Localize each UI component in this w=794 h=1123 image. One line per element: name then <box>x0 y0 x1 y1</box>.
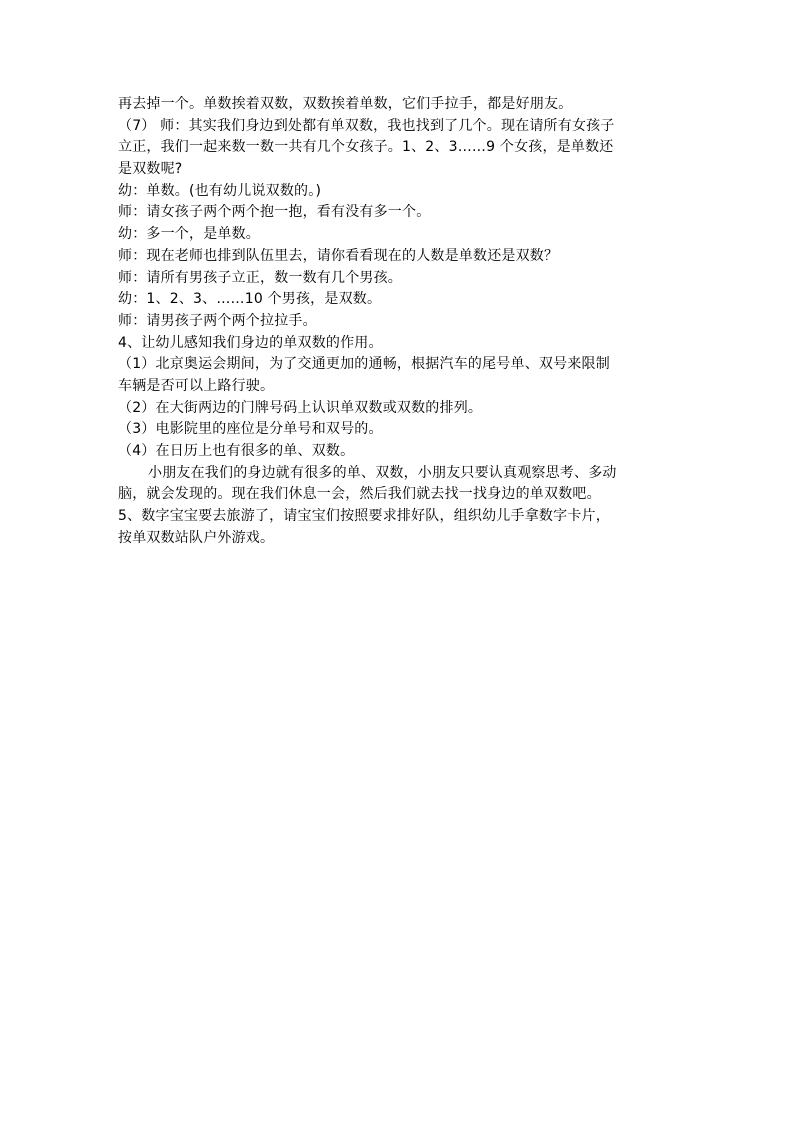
text-line: 5、数字宝宝要去旅游了，请宝宝们按照要求排好队，组织幼儿手拿数字卡片， <box>118 508 610 525</box>
text-line: 4、让幼儿感知我们身边的单双数的作用。 <box>118 334 383 351</box>
text-line: 再去掉一个。单数挨着双数，双数挨着单数，它们手拉手，都是好朋友。 <box>118 96 573 112</box>
text-line: 脑，就会发现的。现在我们休息一会，然后我们就去找一找身边的单双数吧。 <box>118 486 601 503</box>
text-line: 小朋友在我们的身边就有很多的单、双数，小朋友只要认真观察思考、多动 <box>148 464 617 481</box>
text-line: （7） 师：其实我们身边到处都有单双数，我也找到了几个。现在请所有女孩子 <box>118 117 615 134</box>
text-line: 幼：多一个，是单数。 <box>118 226 260 243</box>
text-line: （1）北京奥运会期间，为了交通更加的通畅，根据汽车的尾号单、双号来限制 <box>118 356 610 373</box>
text-line: （3）电影院里的座位是分单号和双号的。 <box>118 421 383 438</box>
text-line: （4）在日历上也有很多的单、双数。 <box>118 443 355 459</box>
text-line: 师：请男孩子两个两个拉拉手。 <box>118 312 317 329</box>
text-line: （2）在大街两边的门牌号码上认识单双数或双数的排列。 <box>118 399 483 416</box>
text-line: 师：请女孩子两个两个抱一抱，看有没有多一个。 <box>118 204 431 221</box>
text-line: 车辆是否可以上路行驶。 <box>118 377 275 394</box>
text-line: 立正，我们一起来数一数一共有几个女孩子。1、2、3……9 个女孩，是单数还 <box>118 139 614 156</box>
text-line: 幼：1、2、3、……10 个男孩，是双数。 <box>118 291 382 308</box>
text-line: 师：请所有男孩子立正，数一数有几个男孩。 <box>118 269 402 286</box>
text-line: 师：现在老师也排到队伍里去，请你看看现在的人数是单数还是双数？ <box>118 247 559 264</box>
text-line: 按单双数站队户外游戏。 <box>118 529 275 546</box>
document-body <box>118 94 680 549</box>
text-line: 是双数呢? <box>118 161 183 178</box>
text-line: 幼：单数。(也有幼儿说双数的。) <box>118 182 322 199</box>
